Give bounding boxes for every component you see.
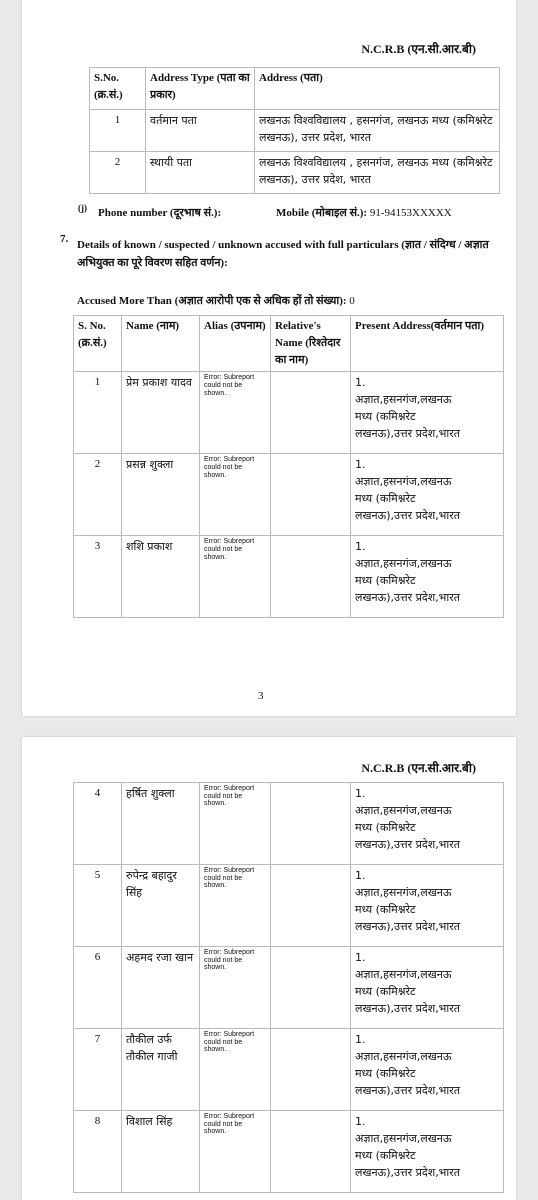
accused-row xyxy=(74,783,504,865)
accused-relative xyxy=(271,1029,351,1111)
section-title: Details of known / suspected / unknown accused with full particulars (ज्ञात / संदिग्ध / अज्ञात अभियुक्त का पूरे विवरण सहित वर्णन): xyxy=(77,239,489,270)
address-value: लखनऊ विश्वविद्यालय , हसनगंज, लखनऊ मध्य (कमिश्नरेट लखनऊ), उत्तर प्रदेश, भारत xyxy=(255,110,500,152)
accused-name: विशाल सिंह xyxy=(122,1111,200,1193)
accused-address: 1. अज्ञात,हसनगंज,लखनऊ मध्य (कमिश्नरेट लखनऊ),उत्तर प्रदेश,भारत xyxy=(351,372,504,454)
accused-sno: 7 xyxy=(74,1029,122,1111)
accused-header-alias: Alias (उपनाम) xyxy=(200,316,271,372)
section-number: 7. xyxy=(60,233,69,245)
document-page-1 xyxy=(22,0,516,716)
accused-header-name: Name (नाम) xyxy=(122,316,200,372)
address-type: स्थायी पता xyxy=(146,152,255,194)
address-type: वर्तमान पता xyxy=(146,110,255,152)
accused-relative xyxy=(271,1111,351,1193)
accused-more-than xyxy=(77,292,497,310)
accused-header-sno: S. No. (क्र.सं.) xyxy=(74,316,122,372)
mobile-label: Mobile (मोबाइल सं.): xyxy=(276,207,368,219)
accused-relative xyxy=(271,947,351,1029)
address-sno: 1 xyxy=(90,110,146,152)
accused-relative xyxy=(271,454,351,536)
accused-sno: 2 xyxy=(74,454,122,536)
accused-header-relative: Relative's Name (रिश्तेदार का नाम) xyxy=(271,316,351,372)
accused-alias-error: Error: Subreport could not be shown. xyxy=(200,1111,271,1193)
address-value: लखनऊ विश्वविद्यालय , हसनगंज, लखनऊ मध्य (कमिश्नरेट लखनऊ), उत्तर प्रदेश, भारत xyxy=(255,152,500,194)
accused-relative xyxy=(271,372,351,454)
accused-address: 1. अज्ञात,हसनगंज,लखनऊ मध्य (कमिश्नरेट लखनऊ),उत्तर प्रदेश,भारत xyxy=(351,454,504,536)
address-header-type: Address Type (पता का प्रकार) xyxy=(146,68,255,110)
accused-row xyxy=(74,1029,504,1111)
accused-table xyxy=(73,315,504,618)
accused-address: 1. अज्ञात,हसनगंज,लखनऊ मध्य (कमिश्नरेट लखनऊ),उत्तर प्रदेश,भारत xyxy=(351,865,504,947)
mobile-block xyxy=(276,205,452,220)
accused-relative xyxy=(271,865,351,947)
accused-row xyxy=(74,1111,504,1193)
address-sno: 2 xyxy=(90,152,146,194)
accused-alias-error: Error: Subreport could not be shown. xyxy=(200,947,271,1029)
accused-sno: 3 xyxy=(74,536,122,618)
document-page-2 xyxy=(22,737,516,1200)
accused-name: हर्षित शुक्ला xyxy=(122,783,200,865)
accused-relative xyxy=(271,536,351,618)
accused-sno: 1 xyxy=(74,372,122,454)
accused-name: अहमद रजा खान xyxy=(122,947,200,1029)
accused-alias-error: Error: Subreport could not be shown. xyxy=(200,865,271,947)
accused-header-address: Present Address(वर्तमान पता) xyxy=(351,316,504,372)
accused-sno: 5 xyxy=(74,865,122,947)
address-row xyxy=(90,152,500,194)
accused-relative xyxy=(271,783,351,865)
accused-address: 1. अज्ञात,हसनगंज,लखनऊ मध्य (कमिश्नरेट लखनऊ),उत्तर प्रदेश,भारत xyxy=(351,783,504,865)
accused-sno: 6 xyxy=(74,947,122,1029)
accused-name: रुपेन्द्र बहादुर सिंह xyxy=(122,865,200,947)
address-row xyxy=(90,110,500,152)
accused-table-continued xyxy=(73,782,504,1193)
page-header-ncrb: N.C.R.B (एन.सी.आर.बी) xyxy=(361,42,476,56)
accused-row xyxy=(74,536,504,618)
accused-name: तौकील उर्फ तौकील गाजी xyxy=(122,1029,200,1111)
address-table xyxy=(89,67,500,194)
accused-row xyxy=(74,865,504,947)
accused-sno: 4 xyxy=(74,783,122,865)
accused-address: 1. अज्ञात,हसनगंज,लखनऊ मध्य (कमिश्नरेट लखनऊ),उत्तर प्रदेश,भारत xyxy=(351,536,504,618)
accused-more-value: 0 xyxy=(349,295,355,307)
address-header-sno: S.No. (क्र.सं.) xyxy=(90,68,146,110)
accused-alias-error: Error: Subreport could not be shown. xyxy=(200,536,271,618)
accused-row xyxy=(74,947,504,1029)
accused-name: प्रेम प्रकाश यादव xyxy=(122,372,200,454)
accused-row xyxy=(74,372,504,454)
accused-address: 1. अज्ञात,हसनगंज,लखनऊ मध्य (कमिश्नरेट लखनऊ),उत्तर प्रदेश,भारत xyxy=(351,1111,504,1193)
accused-name: प्रसन्न शुक्ला xyxy=(122,454,200,536)
accused-sno: 8 xyxy=(74,1111,122,1193)
page-header-ncrb: N.C.R.B (एन.सी.आर.बी) xyxy=(361,761,476,775)
mobile-value: 91-94153XXXXX xyxy=(369,207,452,219)
address-header-address: Address (पता) xyxy=(255,68,500,110)
accused-row xyxy=(74,454,504,536)
accused-address: 1. अज्ञात,हसनगंज,लखनऊ मध्य (कमिश्नरेट लखनऊ),उत्तर प्रदेश,भारत xyxy=(351,1029,504,1111)
accused-alias-error: Error: Subreport could not be shown. xyxy=(200,783,271,865)
accused-more-label: Accused More Than (अज्ञात आरोपी एक से अधिक हों तो संख्या): xyxy=(77,295,347,307)
accused-alias-error: Error: Subreport could not be shown. xyxy=(200,454,271,536)
phone-number-label: Phone number (दूरभाष सं.): xyxy=(98,207,222,219)
phone-marker: (j) xyxy=(78,203,87,213)
accused-alias-error: Error: Subreport could not be shown. xyxy=(200,1029,271,1111)
accused-name: शशि प्रकाश xyxy=(122,536,200,618)
accused-address: 1. अज्ञात,हसनगंज,लखनऊ मध्य (कमिश्नरेट लखनऊ),उत्तर प्रदेश,भारत xyxy=(351,947,504,1029)
page-number: 3 xyxy=(258,690,264,702)
accused-alias-error: Error: Subreport could not be shown. xyxy=(200,372,271,454)
